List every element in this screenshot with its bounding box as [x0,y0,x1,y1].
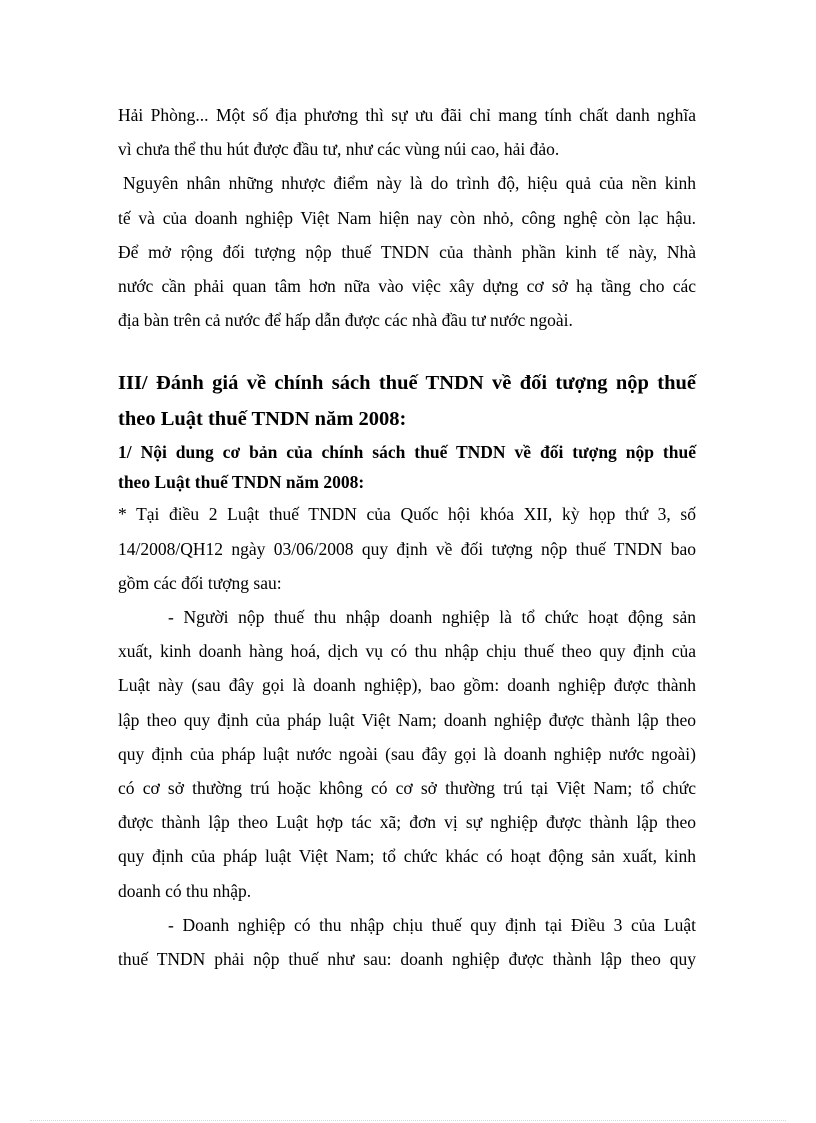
section-heading [118,365,696,437]
text-line: * Tại điều 2 Luật thuế TNDN của Quốc hội khóa XII, kỳ họp thứ 3, số [118,504,696,525]
paragraph-taxpayer-definition [118,600,696,908]
text-line: Luật này (sau đây gọi là doanh nghiệp), bao gồm: doanh nghiệp được thành [118,675,696,696]
text-line: 14/2008/QH12 ngày 03/06/2008 quy định về đối tượng nộp thuế TNDN bao [118,538,696,559]
text-line: có cơ sở thường trú hoặc không có cơ sở thường trú tại Việt Nam; tổ chức [118,778,696,799]
text-line: Hải Phòng... Một số địa phương thì sự ưu đãi chỉ mang tính chất danh nghĩa [118,105,696,125]
text-line: vì chưa thể thu hút được đầu tư, như các vùng núi cao, hải đảo. [118,139,560,160]
heading-line: 1/ Nội dung cơ bản của chính sách thuế TNDN về đối tượng nộp thuế [118,442,696,463]
text-line: Để mở rộng đối tượng nộp thuế TNDN của thành phần kinh tế này, Nhà [118,241,696,262]
paragraph-article-2 [118,497,696,600]
text-line: - Doanh nghiệp có thu nhập chịu thuế quy định tại Điều 3 của Luật [168,914,696,935]
text-line: quy định của pháp luật nước ngoài (sau đây gọi là doanh nghiệp nước ngoài) [118,743,696,764]
text-line: thuế TNDN phải nộp thuế như sau: doanh nghiệp được thành lập theo quy [118,949,696,970]
page-bottom-divider [30,1120,786,1121]
document-page [118,98,696,976]
text-line: nước cần phải quan tâm hơn nữa vào việc xây dựng cơ sở hạ tầng cho các [118,276,696,297]
paragraph-taxable-income [118,908,696,976]
text-line: gồm các đối tượng sau: [118,572,282,593]
text-line: - Người nộp thuế thu nhập doanh nghiệp là tổ chức hoạt động sản [168,607,696,628]
text-line: lập theo quy định của pháp luật Việt Nam; doanh nghiệp được thành lập theo [118,709,696,730]
paragraph-reasons [118,166,696,337]
text-line: Nguyên nhân những nhược điểm này là do trình độ, hiệu quả của nền kinh [123,173,696,194]
text-line: quy định của pháp luật Việt Nam; tổ chức khác có hoạt động sản xuất, kinh [118,846,696,867]
heading-line: III/ Đánh giá về chính sách thuế TNDN về đối tượng nộp thuế [118,372,696,395]
paragraph-intro [118,98,696,166]
text-line: được thành lập theo Luật hợp tác xã; đơn vị sự nghiệp được thành lập theo [118,812,696,833]
text-line: doanh có thu nhập. [118,880,252,901]
heading-line: theo Luật thuế TNDN năm 2008: [118,472,365,493]
text-line: địa bàn trên cả nước để hấp dẫn được các nhà đầu tư nước ngoài. [118,310,573,331]
heading-line: theo Luật thuế TNDN năm 2008: [118,408,407,431]
subsection-heading [118,437,696,497]
text-line: tế và của doanh nghiệp Việt Nam hiện nay còn nhỏ, công nghệ còn lạc hậu. [118,207,696,228]
text-line: xuất, kinh doanh hàng hoá, dịch vụ có thu nhập chịu thuế theo quy định của [118,641,696,662]
